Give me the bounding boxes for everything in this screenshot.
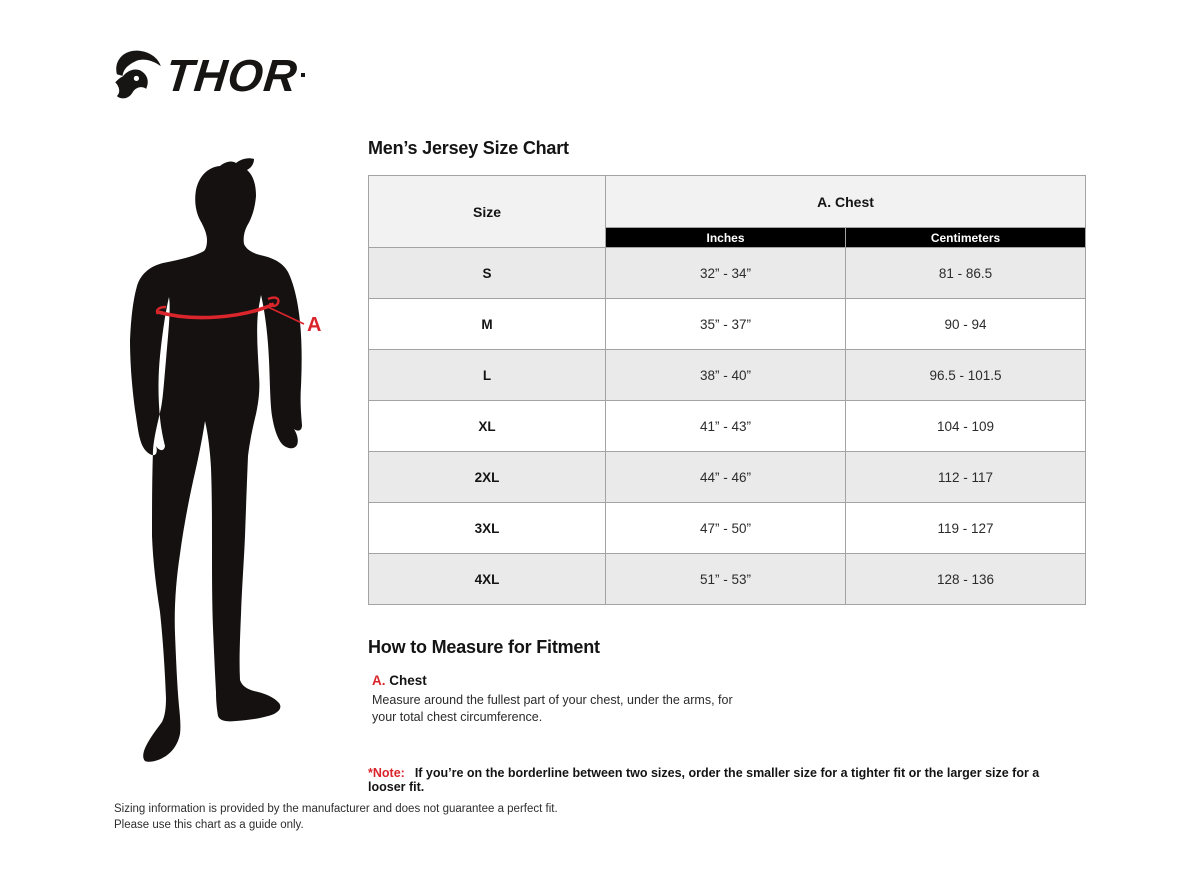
- size-table-body: [369, 248, 1086, 605]
- cell-centimeters: 96.5 - 101.5: [846, 350, 1086, 401]
- disclaimer: [114, 801, 558, 833]
- cell-inches: 44” - 46”: [606, 452, 846, 503]
- cell-centimeters: 128 - 136: [846, 554, 1086, 605]
- cell-inches: 32” - 34”: [606, 248, 846, 299]
- how-to-measure-heading: How to Measure for Fitment: [368, 637, 600, 657]
- measure-item-title: [372, 673, 742, 688]
- cell-inches: 47” - 50”: [606, 503, 846, 554]
- thor-ram-icon: [112, 44, 164, 106]
- chest-measure-label: A: [307, 314, 322, 336]
- table-row: [369, 401, 1086, 452]
- table-row: [369, 350, 1086, 401]
- cell-centimeters: 104 - 109: [846, 401, 1086, 452]
- column-header-centimeters: Centimeters: [846, 228, 1086, 248]
- measure-item-description: Measure around the fullest part of your chest, under the arms, for your total chest circumference.: [372, 693, 733, 724]
- cell-size: 3XL: [369, 503, 606, 554]
- fit-note: [368, 766, 1068, 794]
- cell-centimeters: 81 - 86.5: [846, 248, 1086, 299]
- column-header-size: Size: [369, 176, 606, 248]
- disclaimer-line1: Sizing information is provided by the manufacturer and does not guarantee a perfect fit.: [114, 803, 558, 815]
- cell-inches: 41” - 43”: [606, 401, 846, 452]
- cell-centimeters: 112 - 117: [846, 452, 1086, 503]
- cell-size: 4XL: [369, 554, 606, 605]
- note-text: If you’re on the borderline between two sizes, order the smaller size for a tighter fit or the larger size for a looser fit.: [368, 766, 1040, 794]
- cell-centimeters: 90 - 94: [846, 299, 1086, 350]
- table-row: [369, 452, 1086, 503]
- table-row: [369, 554, 1086, 605]
- cell-inches: 35” - 37”: [606, 299, 846, 350]
- cell-size: L: [369, 350, 606, 401]
- size-chart-title: Men’s Jersey Size Chart: [368, 138, 569, 158]
- column-header-chest: A. Chest: [606, 176, 1086, 228]
- table-row: [369, 299, 1086, 350]
- cell-size: M: [369, 299, 606, 350]
- measure-item-name: Chest: [389, 673, 427, 688]
- note-label: *Note:: [368, 766, 405, 780]
- male-silhouette: [130, 158, 302, 762]
- disclaimer-line2: Please use this chart as a guide only.: [114, 819, 304, 831]
- thor-logo: [112, 44, 305, 106]
- cell-inches: 51” - 53”: [606, 554, 846, 605]
- thor-logo-text: THOR: [163, 49, 301, 101]
- measure-item-key: A.: [372, 673, 386, 688]
- cell-size: S: [369, 248, 606, 299]
- trademark-dot: [301, 73, 305, 77]
- table-row: [369, 503, 1086, 554]
- size-chart-table: [368, 175, 1086, 605]
- cell-centimeters: 119 - 127: [846, 503, 1086, 554]
- male-silhouette-figure: [108, 150, 348, 790]
- cell-inches: 38” - 40”: [606, 350, 846, 401]
- column-header-inches: Inches: [606, 228, 846, 248]
- cell-size: XL: [369, 401, 606, 452]
- table-row: [369, 248, 1086, 299]
- cell-size: 2XL: [369, 452, 606, 503]
- measure-item-chest: [372, 673, 742, 725]
